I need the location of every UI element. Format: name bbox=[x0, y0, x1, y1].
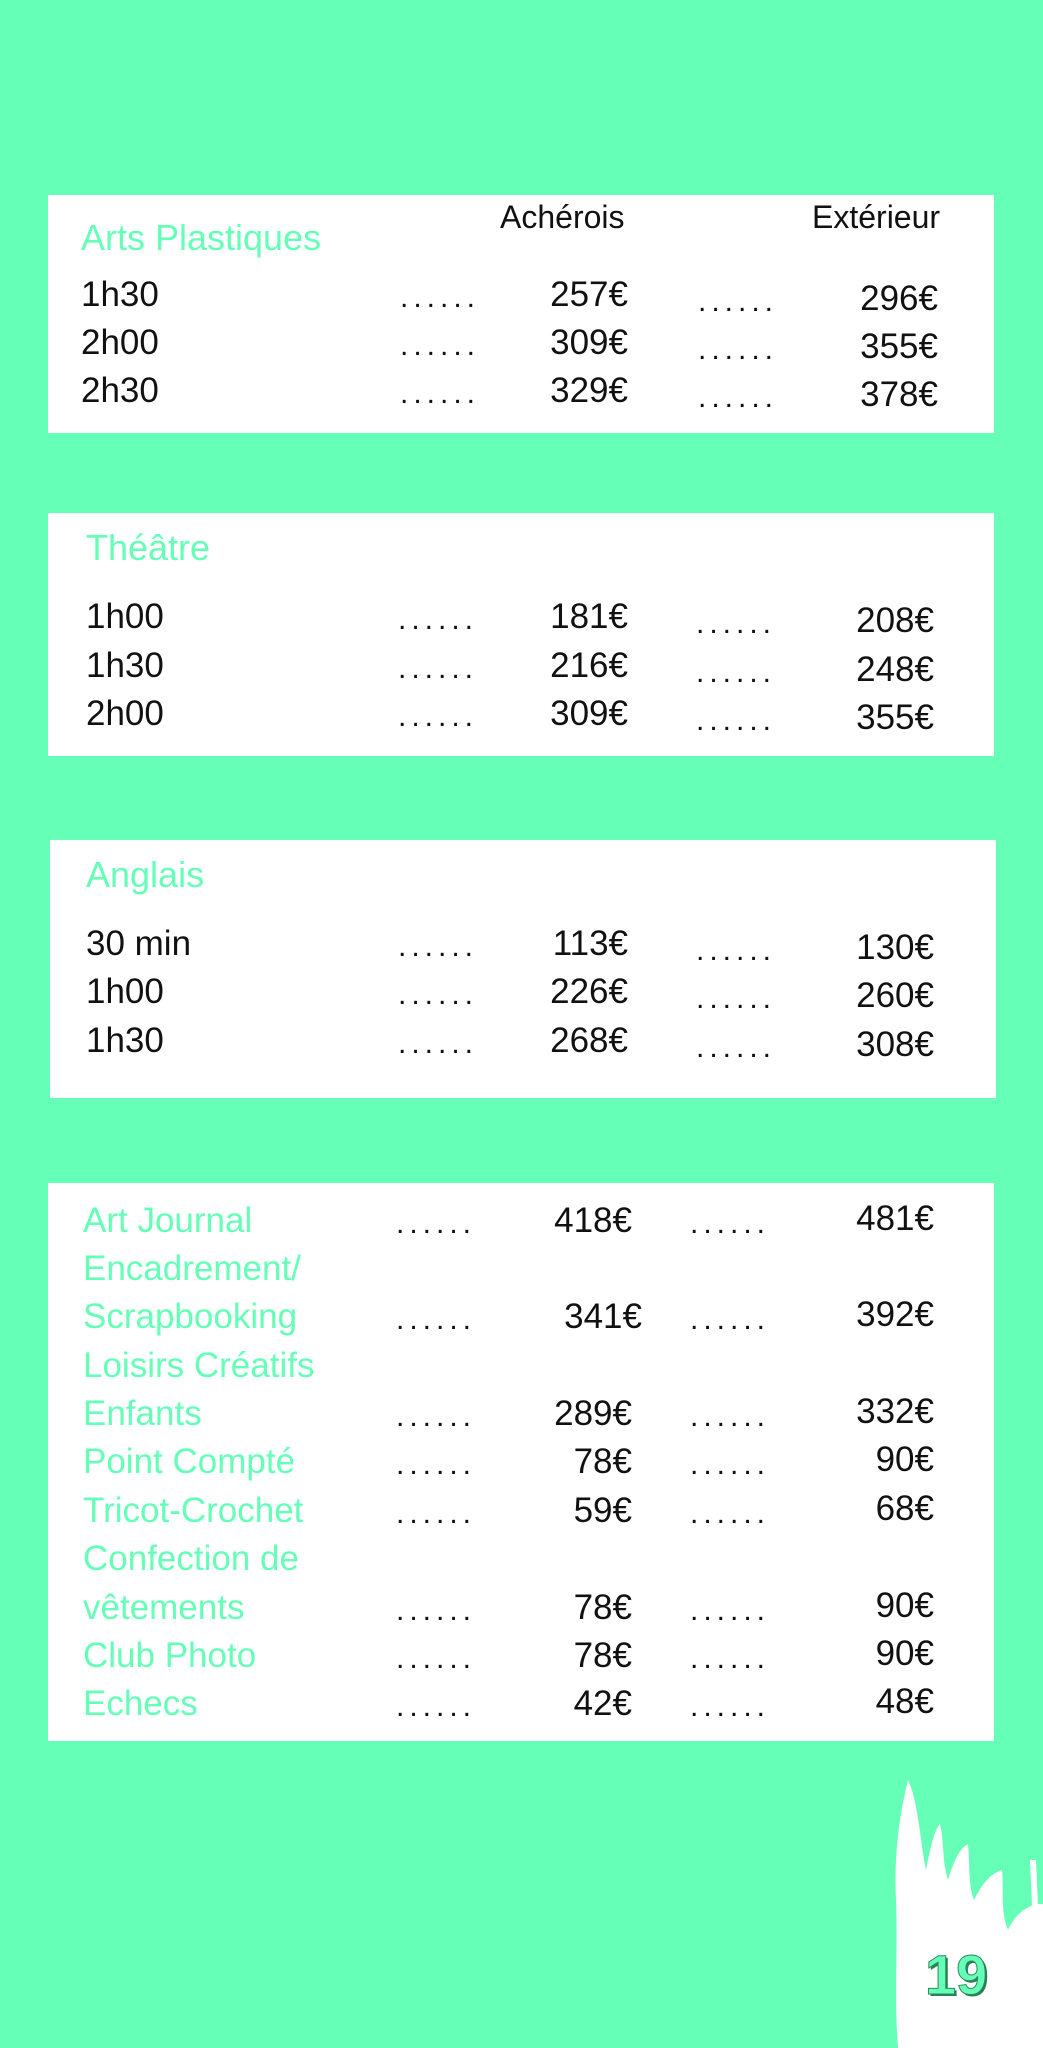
row-label: 1h00 bbox=[86, 597, 164, 636]
price-acherois: 113€ bbox=[552, 924, 628, 963]
leader-dots: ...... bbox=[698, 381, 779, 414]
price-exterieur: 332€ bbox=[856, 1392, 934, 1431]
leader-dots: ...... bbox=[690, 1594, 771, 1627]
section-title: Théâtre bbox=[86, 527, 211, 568]
leader-dots: ...... bbox=[698, 285, 779, 318]
activity-label: Tricot-Crochet bbox=[83, 1491, 304, 1530]
leader-dots: ...... bbox=[400, 377, 481, 410]
leader-dots: ...... bbox=[696, 982, 777, 1015]
price-acherois: 257€ bbox=[550, 275, 628, 314]
leader-dots: ...... bbox=[696, 656, 777, 689]
leader-dots: ...... bbox=[690, 1497, 771, 1530]
leader-dots: ...... bbox=[396, 1594, 477, 1627]
leader-dots: ...... bbox=[396, 1303, 477, 1336]
leader-dots: ...... bbox=[696, 1031, 777, 1064]
price-acherois: 268€ bbox=[550, 1021, 628, 1060]
price-acherois: 309€ bbox=[550, 694, 628, 733]
leader-dots: ...... bbox=[398, 978, 479, 1011]
pricing-card-theatre bbox=[48, 513, 994, 756]
leader-dots: ...... bbox=[690, 1448, 771, 1481]
price-acherois: 341€ bbox=[564, 1297, 642, 1336]
price-acherois: 418€ bbox=[554, 1201, 632, 1240]
section-title: Anglais bbox=[86, 854, 205, 895]
price-acherois: 42€ bbox=[573, 1684, 632, 1723]
price-exterieur: 355€ bbox=[860, 327, 938, 366]
leader-dots: ...... bbox=[696, 934, 777, 967]
leader-dots: ...... bbox=[398, 603, 479, 636]
pricing-card-anglais bbox=[50, 840, 996, 1098]
leader-dots: ...... bbox=[690, 1690, 771, 1723]
leader-dots: ...... bbox=[396, 1497, 477, 1530]
row-label: 1h30 bbox=[86, 1021, 164, 1060]
price-exterieur: 296€ bbox=[860, 279, 938, 318]
price-acherois: 78€ bbox=[573, 1636, 632, 1675]
leader-dots: ...... bbox=[396, 1642, 477, 1675]
price-acherois: 59€ bbox=[573, 1491, 632, 1530]
activity-label: vêtements bbox=[83, 1588, 245, 1627]
price-exterieur: 90€ bbox=[875, 1634, 934, 1673]
price-exterieur: 48€ bbox=[875, 1682, 934, 1721]
price-acherois: 78€ bbox=[573, 1588, 632, 1627]
column-header-exterieur: Extérieur bbox=[812, 199, 941, 235]
row-label: 1h00 bbox=[86, 972, 164, 1011]
column-header-acherois: Achérois bbox=[500, 199, 625, 235]
leader-dots: ...... bbox=[696, 607, 777, 640]
price-exterieur: 68€ bbox=[875, 1489, 934, 1528]
page-number: 19 bbox=[925, 1943, 988, 2006]
leader-dots: ...... bbox=[396, 1690, 477, 1723]
leader-dots: ...... bbox=[400, 329, 481, 362]
activity-label: Encadrement/ bbox=[83, 1249, 301, 1288]
activity-label: Confection de bbox=[83, 1539, 299, 1578]
row-label: 30 min bbox=[86, 924, 192, 963]
section-title: Arts Plastiques bbox=[81, 217, 322, 258]
row-label: 1h30 bbox=[86, 646, 164, 685]
price-acherois: 181€ bbox=[550, 597, 628, 636]
pricing-card-activities bbox=[48, 1183, 994, 1741]
row-label: 2h00 bbox=[86, 694, 164, 733]
leader-dots: ...... bbox=[398, 930, 479, 963]
paint-brush-decoration bbox=[890, 1780, 1043, 2048]
row-label: 2h00 bbox=[81, 323, 159, 362]
leader-dots: ...... bbox=[690, 1207, 771, 1240]
activity-label: Echecs bbox=[83, 1684, 198, 1723]
price-exterieur: 90€ bbox=[875, 1586, 934, 1625]
price-acherois: 309€ bbox=[550, 323, 628, 362]
price-acherois: 78€ bbox=[573, 1442, 632, 1481]
leader-dots: ...... bbox=[398, 700, 479, 733]
leader-dots: ...... bbox=[396, 1207, 477, 1240]
leader-dots: ...... bbox=[690, 1400, 771, 1433]
price-exterieur: 90€ bbox=[875, 1440, 934, 1479]
row-label: 1h30 bbox=[81, 275, 159, 314]
row-label: 2h30 bbox=[81, 371, 159, 410]
leader-dots: ...... bbox=[690, 1303, 771, 1336]
price-acherois: 226€ bbox=[550, 972, 628, 1011]
activity-label: Point Compté bbox=[83, 1442, 296, 1481]
price-exterieur: 378€ bbox=[860, 375, 938, 414]
price-acherois: 289€ bbox=[554, 1394, 632, 1433]
leader-dots: ...... bbox=[696, 704, 777, 737]
leader-dots: ...... bbox=[400, 281, 481, 314]
pricing-card-arts-plastiques bbox=[48, 195, 994, 433]
price-exterieur: 248€ bbox=[856, 650, 934, 689]
activity-label: Loisirs Créatifs bbox=[83, 1346, 315, 1385]
price-exterieur: 308€ bbox=[856, 1025, 934, 1064]
leader-dots: ...... bbox=[698, 333, 779, 366]
price-exterieur: 130€ bbox=[856, 928, 934, 967]
price-exterieur: 481€ bbox=[856, 1199, 934, 1238]
leader-dots: ...... bbox=[396, 1400, 477, 1433]
activity-label: Art Journal bbox=[83, 1201, 253, 1240]
price-exterieur: 260€ bbox=[856, 976, 934, 1015]
leader-dots: ...... bbox=[396, 1448, 477, 1481]
leader-dots: ...... bbox=[398, 652, 479, 685]
activity-label: Enfants bbox=[83, 1394, 202, 1433]
price-acherois: 216€ bbox=[550, 646, 628, 685]
activity-label: Scrapbooking bbox=[83, 1297, 298, 1336]
price-acherois: 329€ bbox=[550, 371, 628, 410]
price-exterieur: 392€ bbox=[856, 1295, 934, 1334]
price-exterieur: 355€ bbox=[856, 698, 934, 737]
price-exterieur: 208€ bbox=[856, 601, 934, 640]
activity-label: Club Photo bbox=[83, 1636, 257, 1675]
leader-dots: ...... bbox=[690, 1642, 771, 1675]
leader-dots: ...... bbox=[398, 1027, 479, 1060]
